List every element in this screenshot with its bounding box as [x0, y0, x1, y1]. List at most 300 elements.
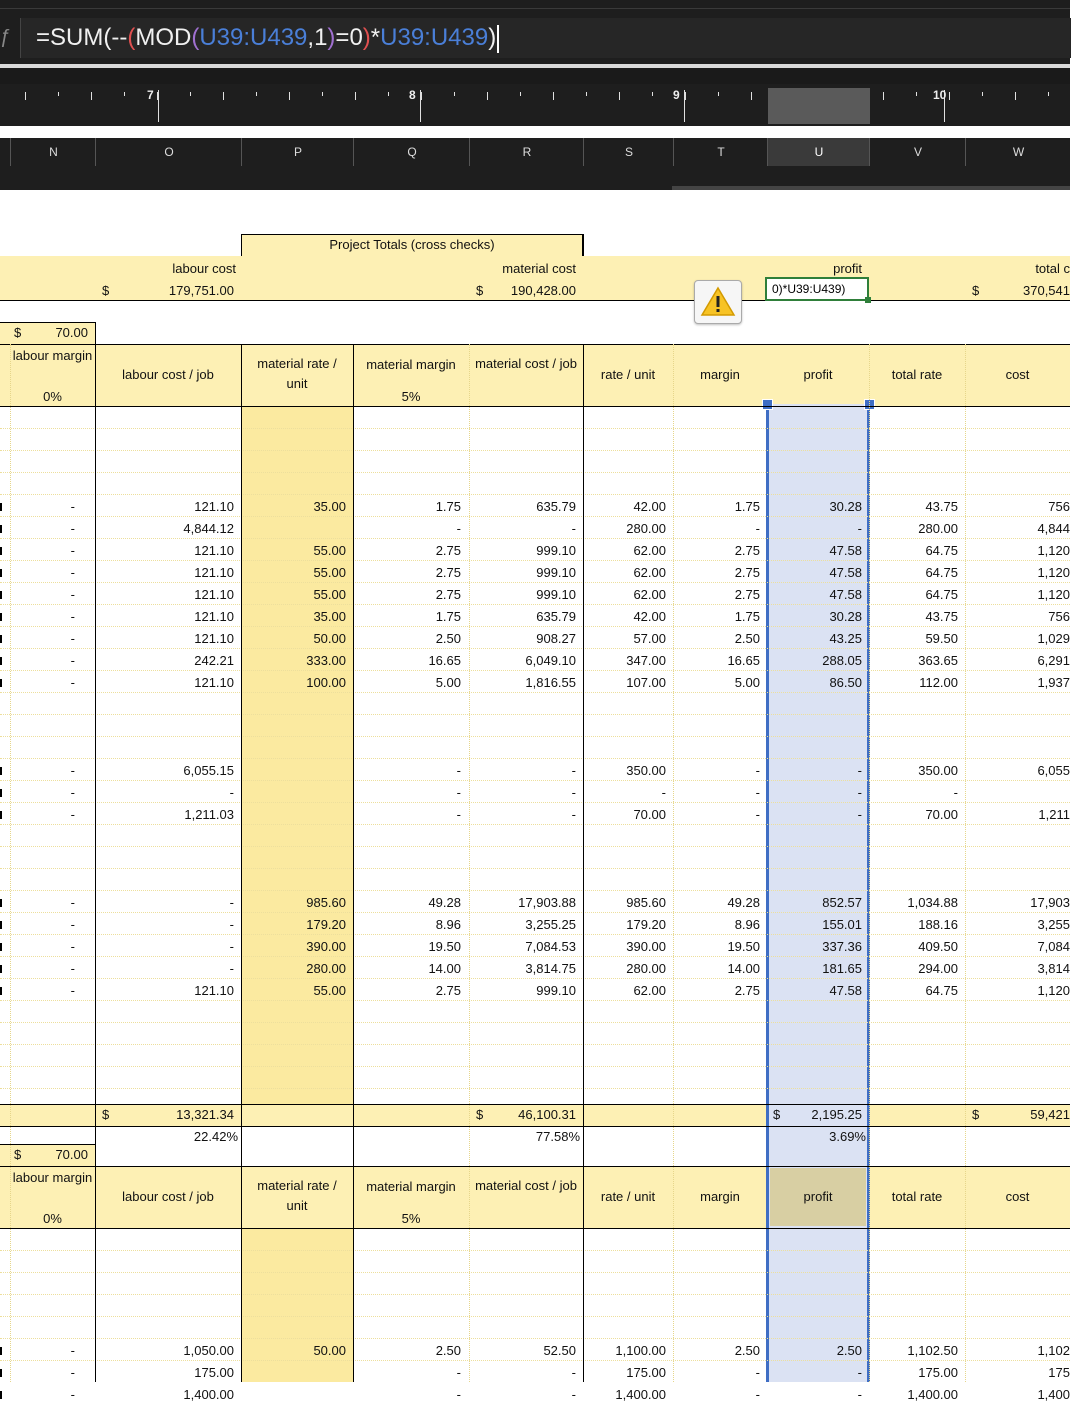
row-marker [0, 503, 2, 511]
header-total-rate: total rate [891, 367, 943, 382]
labour-rate-value: 70.00 [55, 325, 88, 340]
subtotal-material: 46,100.31 [518, 1107, 576, 1122]
formula-token: U39:U439 [199, 24, 308, 51]
cell-u-section1-row: 181.65 [822, 961, 862, 976]
ruler-tick [949, 92, 950, 100]
cell-w-section1-row: 6,055 [1037, 763, 1070, 778]
cell-n-section2-row: - [70, 1343, 75, 1358]
cell-q-section1-row: 2.75 [435, 543, 461, 558]
cell-n-section2-row: - [70, 1387, 75, 1402]
gridline-row [0, 1272, 1070, 1273]
cell-s-section1-row: 280.00 [626, 961, 666, 976]
formula-token: =SUM(-- [36, 24, 128, 51]
cell-q-section1-row: 1.75 [435, 499, 461, 514]
cell-w-section1-row [965, 782, 1070, 804]
cell-w-section1-row: 1,029 [1037, 631, 1070, 646]
ruler-tick [421, 92, 422, 100]
fill-handle[interactable] [865, 297, 871, 303]
cell-s-section1-row: 42.00 [633, 499, 666, 514]
cell-t-section2-row: - [755, 1387, 760, 1402]
cell-p-section1-row: 55.00 [313, 983, 346, 998]
cell-u-section1-row: 47.58 [829, 587, 862, 602]
column-header-q[interactable]: Q [353, 138, 470, 166]
cell-r-section1-row: 1,816.55 [525, 675, 576, 690]
cell-t-section1-row: 2.75 [734, 983, 760, 998]
row-marker [0, 1391, 2, 1399]
cell-q-section1-row: 2.75 [435, 983, 461, 998]
material-cost-label: material cost [502, 261, 576, 276]
cell-w-section1-row: 1,120 [1037, 587, 1070, 602]
gridline-row [0, 1066, 1070, 1067]
cell-n-section1-row: - [70, 939, 75, 954]
cell-o-section1-row: - [229, 917, 234, 932]
cell-s-section1-row: - [661, 785, 666, 800]
row-marker [0, 965, 2, 973]
cell-q-section1-row: 1.75 [435, 609, 461, 624]
cell-v-section1-row: 280.00 [918, 521, 958, 536]
column-header-u[interactable]: U [767, 138, 870, 168]
ruler-tick [25, 92, 26, 100]
cell-u-section1-row: 47.58 [829, 983, 862, 998]
cell-u-section1-row: 337.36 [822, 939, 862, 954]
cell-v-section1-row: 350.00 [918, 763, 958, 778]
header-cost: cost [1005, 1189, 1030, 1204]
cell-n-section1-row: - [70, 785, 75, 800]
cell-v-section1-row: 43.75 [925, 609, 958, 624]
cell-w-section1-row: 4,844 [1037, 521, 1070, 536]
cell-r-section1-row: 635.79 [536, 499, 576, 514]
cell-p-section1-row [241, 760, 346, 782]
cell-r-section1-row: 3,814.75 [525, 961, 576, 976]
cell-n-section1-row: - [70, 543, 75, 558]
subtotal-profit: 2,195.25 [811, 1107, 862, 1122]
formula-text [36, 22, 499, 54]
cell-u-section1-row: 43.25 [829, 631, 862, 646]
cell-s-section1-row: 179.20 [626, 917, 666, 932]
cell-r-section1-row: 999.10 [536, 565, 576, 580]
cell-w-section1-row: 756 [1048, 499, 1070, 514]
column-border [583, 234, 584, 256]
warning-icon[interactable] [694, 280, 742, 324]
cell-o-section1-row: 121.10 [194, 543, 234, 558]
labour-cost-currency: $ [102, 283, 110, 298]
cell-t-section1-row: - [755, 785, 760, 800]
cell-p-section1-row: 333.00 [306, 653, 346, 668]
formula-token: U39:U439 [380, 24, 489, 51]
header-material-cost-job: material cost / job [475, 356, 577, 371]
cell-s-section1-row: 57.00 [633, 631, 666, 646]
cell-t-section2-row: 2.50 [734, 1343, 760, 1358]
header-material-margin: material margin [366, 1179, 456, 1194]
cell-w-section1-row: 6,291 [1037, 653, 1070, 668]
column-header-n[interactable]: N [10, 138, 96, 166]
cell-p-section1-row: 179.20 [306, 917, 346, 932]
cell-s-section2-row: 175.00 [626, 1365, 666, 1380]
ruler-tick [718, 92, 719, 96]
header-labour-cost-job: labour cost / job [122, 367, 214, 382]
total-cost-total: 370,541 [1023, 283, 1070, 298]
cell-v-section1-row: 294.00 [918, 961, 958, 976]
material-cost-total: 190,428.00 [510, 283, 576, 298]
cell-o-section1-row: 121.10 [194, 565, 234, 580]
gridline-row [0, 1044, 1070, 1045]
text-cursor [497, 25, 499, 53]
column-header-s[interactable]: S [583, 138, 674, 166]
header-cost: cost [1005, 367, 1030, 382]
labour-percent: 22.42% [193, 1129, 238, 1144]
header-total-rate: total rate [891, 1189, 943, 1204]
header-margin: margin [700, 367, 740, 382]
cell-o-section1-row: 121.10 [194, 609, 234, 624]
ruler-tick [487, 92, 488, 100]
formula-token: ( [191, 24, 200, 51]
gridline-row [0, 494, 1070, 495]
gridline-row [0, 1338, 1070, 1339]
row-marker [0, 569, 2, 577]
cell-u-section1-row: 30.28 [829, 609, 862, 624]
column-header-p[interactable]: P [241, 138, 354, 166]
cell-v-section2-row: 175.00 [918, 1365, 958, 1380]
active-cell-editor[interactable]: 0)*U39:U439) [765, 277, 869, 301]
column-border [95, 322, 96, 1382]
cell-v-section1-row: 70.00 [925, 807, 958, 822]
header-material-margin-pct: 5% [401, 1211, 421, 1226]
cell-p-section1-row: 50.00 [313, 631, 346, 646]
ruler-tick [91, 92, 92, 100]
cell-r-section1-row: 7,084.53 [525, 939, 576, 954]
gridline-row [0, 428, 1070, 429]
cell-r-section1-row: 999.10 [536, 587, 576, 602]
ruler-tick [190, 92, 191, 96]
cell-o-section1-row: - [229, 939, 234, 954]
cell-q-section1-row: - [456, 807, 461, 822]
cell-v-section1-row: 43.75 [925, 499, 958, 514]
subtotal-material-currency: $ [476, 1107, 484, 1122]
ruler-tick [982, 92, 983, 96]
cell-u-section1-row: - [857, 763, 862, 778]
cell-s-section1-row: 62.00 [633, 983, 666, 998]
cell-v-section1-row: 64.75 [925, 543, 958, 558]
cell-q-section1-row: 16.65 [428, 653, 461, 668]
cell-o-section1-row: - [229, 895, 234, 910]
ruler-tick [553, 92, 554, 100]
cell-q-section2-row: 2.50 [435, 1343, 461, 1358]
cell-s-section1-row: 347.00 [626, 653, 666, 668]
cell-r-section2-row: - [571, 1365, 576, 1380]
cell-t-section1-row: 49.28 [727, 895, 760, 910]
cell-u-section1-row: 86.50 [829, 675, 862, 690]
cell-v-section2-row: 1,102.50 [907, 1343, 958, 1358]
cell-n-section1-row: - [70, 499, 75, 514]
row-marker [0, 679, 2, 687]
cell-p-section1-row: 35.00 [313, 609, 346, 624]
cell-u-section1-row: 155.01 [822, 917, 862, 932]
total-cost-currency: $ [972, 283, 980, 298]
header-labour-margin: labour margin [12, 1170, 93, 1185]
cell-r-section2-row: - [571, 1387, 576, 1402]
profit-percent: 3.69% [829, 1129, 866, 1144]
cell-s-section1-row: 107.00 [626, 675, 666, 690]
border-line [0, 1166, 1070, 1167]
cell-v-section1-row: 59.50 [925, 631, 958, 646]
cell-p-section1-row: 985.60 [306, 895, 346, 910]
cell-r-section1-row: - [571, 763, 576, 778]
cell-u-section2-row: 2.50 [836, 1343, 862, 1358]
totals-title: Project Totals (cross checks) [329, 237, 495, 252]
row-marker [0, 899, 2, 907]
cell-o-section1-row: 121.10 [194, 983, 234, 998]
header-profit: profit [803, 1189, 833, 1204]
row-marker [0, 635, 2, 643]
row-marker [0, 1347, 2, 1355]
ruler-tick [388, 92, 389, 96]
column-header-o[interactable]: O [95, 138, 242, 166]
sheet-grid[interactable] [0, 190, 1070, 1402]
cell-q-section1-row: 49.28 [428, 895, 461, 910]
gridline-row [0, 890, 1070, 891]
cell-p-section1-row: 100.00 [306, 675, 346, 690]
selection-handle-left[interactable] [762, 399, 773, 410]
header-material-margin-pct: 5% [401, 389, 421, 404]
cell-n-section2-row: - [70, 1365, 75, 1380]
cell-n-section1-row: - [70, 653, 75, 668]
cell-p-section1-row: 55.00 [313, 587, 346, 602]
cell-w-section2-row: 1,102 [1037, 1343, 1070, 1358]
formula-token: * [370, 24, 381, 51]
function-icon[interactable]: ƒ [0, 26, 12, 48]
formula-token: ) [488, 24, 497, 51]
formula-token: ) [327, 24, 336, 51]
gridline-row [0, 472, 1070, 473]
cell-n-section1-row: - [70, 631, 75, 646]
ruler-major-tick [420, 90, 421, 122]
formula-token: ) [362, 24, 371, 51]
cell-o-section1-row: 6,055.15 [183, 763, 234, 778]
column-header-w[interactable]: W [965, 138, 1071, 166]
cell-v-section1-row: 64.75 [925, 587, 958, 602]
formula-input[interactable] [20, 18, 1071, 58]
gridline-row [0, 450, 1070, 451]
border-line [0, 344, 1070, 345]
cell-s-section1-row: 62.00 [633, 543, 666, 558]
ruler-tick [124, 92, 125, 96]
cell-w-section1-row: 1,120 [1037, 543, 1070, 558]
cell-s-section1-row: 70.00 [633, 807, 666, 822]
row-marker [0, 591, 2, 599]
cell-n-section1-row: - [70, 565, 75, 580]
subtotal-cost: 59,421 [1030, 1107, 1070, 1122]
cell-n-section1-row: - [70, 763, 75, 778]
subtotal-labour-currency: $ [102, 1107, 110, 1122]
cell-s-section1-row: 42.00 [633, 609, 666, 624]
cell-o-section1-row: - [229, 785, 234, 800]
border-line [0, 406, 1070, 407]
cell-t-section1-row: 2.50 [734, 631, 760, 646]
header-material-margin: material margin [366, 357, 456, 372]
cell-r-section1-row: 6,049.10 [525, 653, 576, 668]
subtotal-cost-currency: $ [972, 1107, 980, 1122]
cell-q-section1-row: - [456, 521, 461, 536]
cell-p-section1-row: 280.00 [306, 961, 346, 976]
header-margin: margin [700, 1189, 740, 1204]
ruler-tick [322, 92, 323, 96]
gridline-row [0, 758, 1070, 759]
cell-w-section1-row: 1,211 [1038, 807, 1070, 822]
cell-o-section2-row: 1,400.00 [183, 1387, 234, 1402]
row-marker [0, 921, 2, 929]
cell-t-section1-row: 2.75 [734, 543, 760, 558]
cell-s-section1-row: 62.00 [633, 587, 666, 602]
cell-u-section1-row: 47.58 [829, 543, 862, 558]
cell-t-section1-row: 14.00 [727, 961, 760, 976]
cell-p-section1-row: 390.00 [306, 939, 346, 954]
row-marker [0, 789, 2, 797]
labour-cost-total: 179,751.00 [168, 283, 234, 298]
rate-currency: $ [14, 1147, 22, 1162]
row-marker [0, 547, 2, 555]
cell-p-section1-row: 55.00 [313, 543, 346, 558]
cell-r-section1-row: 635.79 [536, 609, 576, 624]
column-header-t[interactable]: T [673, 138, 768, 166]
cell-n-section1-row: - [70, 895, 75, 910]
cell-q-section2-row: - [456, 1387, 461, 1402]
cell-o-section2-row: 1,050.00 [183, 1343, 234, 1358]
cell-u-section1-row: 852.57 [822, 895, 862, 910]
cell-t-section1-row: 1.75 [734, 499, 760, 514]
cell-o-section1-row: 121.10 [194, 631, 234, 646]
row-marker [0, 525, 2, 533]
ruler-number: 7 [147, 88, 154, 102]
ruler-major-tick [158, 90, 159, 122]
header-profit: profit [803, 367, 833, 382]
ruler-tick [454, 92, 455, 96]
header-labour-cost-job: labour cost / job [122, 1189, 214, 1204]
cell-v-section1-row: 64.75 [925, 983, 958, 998]
row-marker [0, 613, 2, 621]
header-material-rate-unit: material rate / unit [257, 1178, 337, 1213]
row-marker [0, 811, 2, 819]
cell-t-section1-row: 2.75 [734, 565, 760, 580]
ruler-tick [916, 92, 917, 96]
ruler-tick [1048, 92, 1049, 96]
cell-u-section1-row: 47.58 [829, 565, 862, 580]
cell-p-section2-row: 50.00 [313, 1343, 346, 1358]
cell-p-section1-row: 55.00 [313, 565, 346, 580]
total-cost-label: total c [1035, 261, 1070, 276]
cell-u-section2-row: - [857, 1365, 862, 1380]
cell-v-section1-row: 1,034.88 [907, 895, 958, 910]
cell-r-section1-row: 17,903.88 [518, 895, 576, 910]
cell-r-section1-row: - [571, 807, 576, 822]
row-marker [0, 987, 2, 995]
cell-s-section1-row: 985.60 [626, 895, 666, 910]
cell-w-section2-row: 1,400 [1037, 1387, 1070, 1402]
column-headers [0, 138, 1070, 166]
cell-p-section1-row [241, 804, 346, 826]
ruler-tick [883, 92, 884, 100]
cell-u-section1-row: - [857, 521, 862, 536]
cell-p-section2-row [241, 1362, 346, 1384]
ruler-tick [289, 92, 290, 100]
ruler-number: 8 [409, 88, 416, 102]
gridline-row [0, 1250, 1070, 1251]
cell-u-section2-row: - [857, 1387, 862, 1402]
cell-r-section2-row: 52.50 [543, 1343, 576, 1358]
cell-w-section1-row: 1,937 [1037, 675, 1070, 690]
cell-o-section1-row: 121.10 [194, 499, 234, 514]
cell-u-section1-row: - [857, 807, 862, 822]
formula-token: ,1 [307, 24, 328, 51]
column-header-r[interactable]: R [469, 138, 584, 166]
row-marker [0, 943, 2, 951]
cell-n-section1-row: - [70, 587, 75, 602]
cell-w-section1-row: 756 [1048, 609, 1070, 624]
ruler-tick [685, 92, 686, 100]
cell-t-section2-row: - [755, 1365, 760, 1380]
cell-u-section1-row: - [857, 785, 862, 800]
cell-q-section1-row: 14.00 [428, 961, 461, 976]
header-material-cost-job: material cost / job [475, 1178, 577, 1193]
labour-rate-value: 70.00 [55, 1147, 88, 1162]
cell-n-section1-row: - [70, 983, 75, 998]
cell-q-section1-row: 2.50 [435, 631, 461, 646]
formula-bar [0, 0, 1070, 72]
cell-s-section1-row: 350.00 [626, 763, 666, 778]
cell-r-section1-row: 908.27 [536, 631, 576, 646]
formula-token: ( [127, 24, 136, 51]
cell-o-section1-row: 4,844.12 [183, 521, 234, 536]
cell-u-section1-row: 30.28 [829, 499, 862, 514]
cell-v-section1-row: 188.16 [918, 917, 958, 932]
cell-q-section2-row: - [456, 1365, 461, 1380]
cell-o-section2-row: 175.00 [194, 1365, 234, 1380]
row-marker [0, 1369, 2, 1377]
cell-p-section2-row [241, 1384, 346, 1406]
cell-v-section1-row: 64.75 [925, 565, 958, 580]
gridline-row [0, 714, 1070, 715]
ruler-tick [1015, 92, 1016, 100]
gridline-row [0, 846, 1070, 847]
cell-o-section1-row: 121.10 [194, 587, 234, 602]
cell-n-section1-row: - [70, 609, 75, 624]
cell-q-section1-row: 19.50 [428, 939, 461, 954]
cell-t-section1-row: 19.50 [727, 939, 760, 954]
cell-t-section1-row: 16.65 [727, 653, 760, 668]
ruler-number: 9 [673, 88, 680, 102]
cell-t-section1-row: 8.96 [734, 917, 760, 932]
ruler-tick [520, 92, 521, 96]
cell-v-section1-row: 112.00 [919, 675, 958, 690]
cell-t-section1-row: 1.75 [734, 609, 760, 624]
cell-u-section1-row: 288.05 [822, 653, 862, 668]
cell-q-section1-row: - [456, 785, 461, 800]
cell-w-section2-row: 175 [1048, 1365, 1070, 1380]
cell-n-section1-row: - [70, 917, 75, 932]
page-ruler [0, 84, 1070, 126]
ruler-selection-highlight [768, 88, 870, 124]
gridline-row [0, 1316, 1070, 1317]
cell-n-section1-row: - [70, 807, 75, 822]
cell-n-section1-row: - [70, 961, 75, 976]
cell-s-section2-row: 1,400.00 [615, 1387, 666, 1402]
cell-q-section1-row: 2.75 [435, 587, 461, 602]
header-rate-unit: rate / unit [600, 1189, 656, 1204]
gridline-row [0, 736, 1070, 737]
gridline-row [0, 1294, 1070, 1295]
subtotal-labour: 13,321.34 [176, 1107, 234, 1122]
cell-w-section1-row: 1,120 [1037, 983, 1070, 998]
column-header-v[interactable]: V [869, 138, 966, 166]
